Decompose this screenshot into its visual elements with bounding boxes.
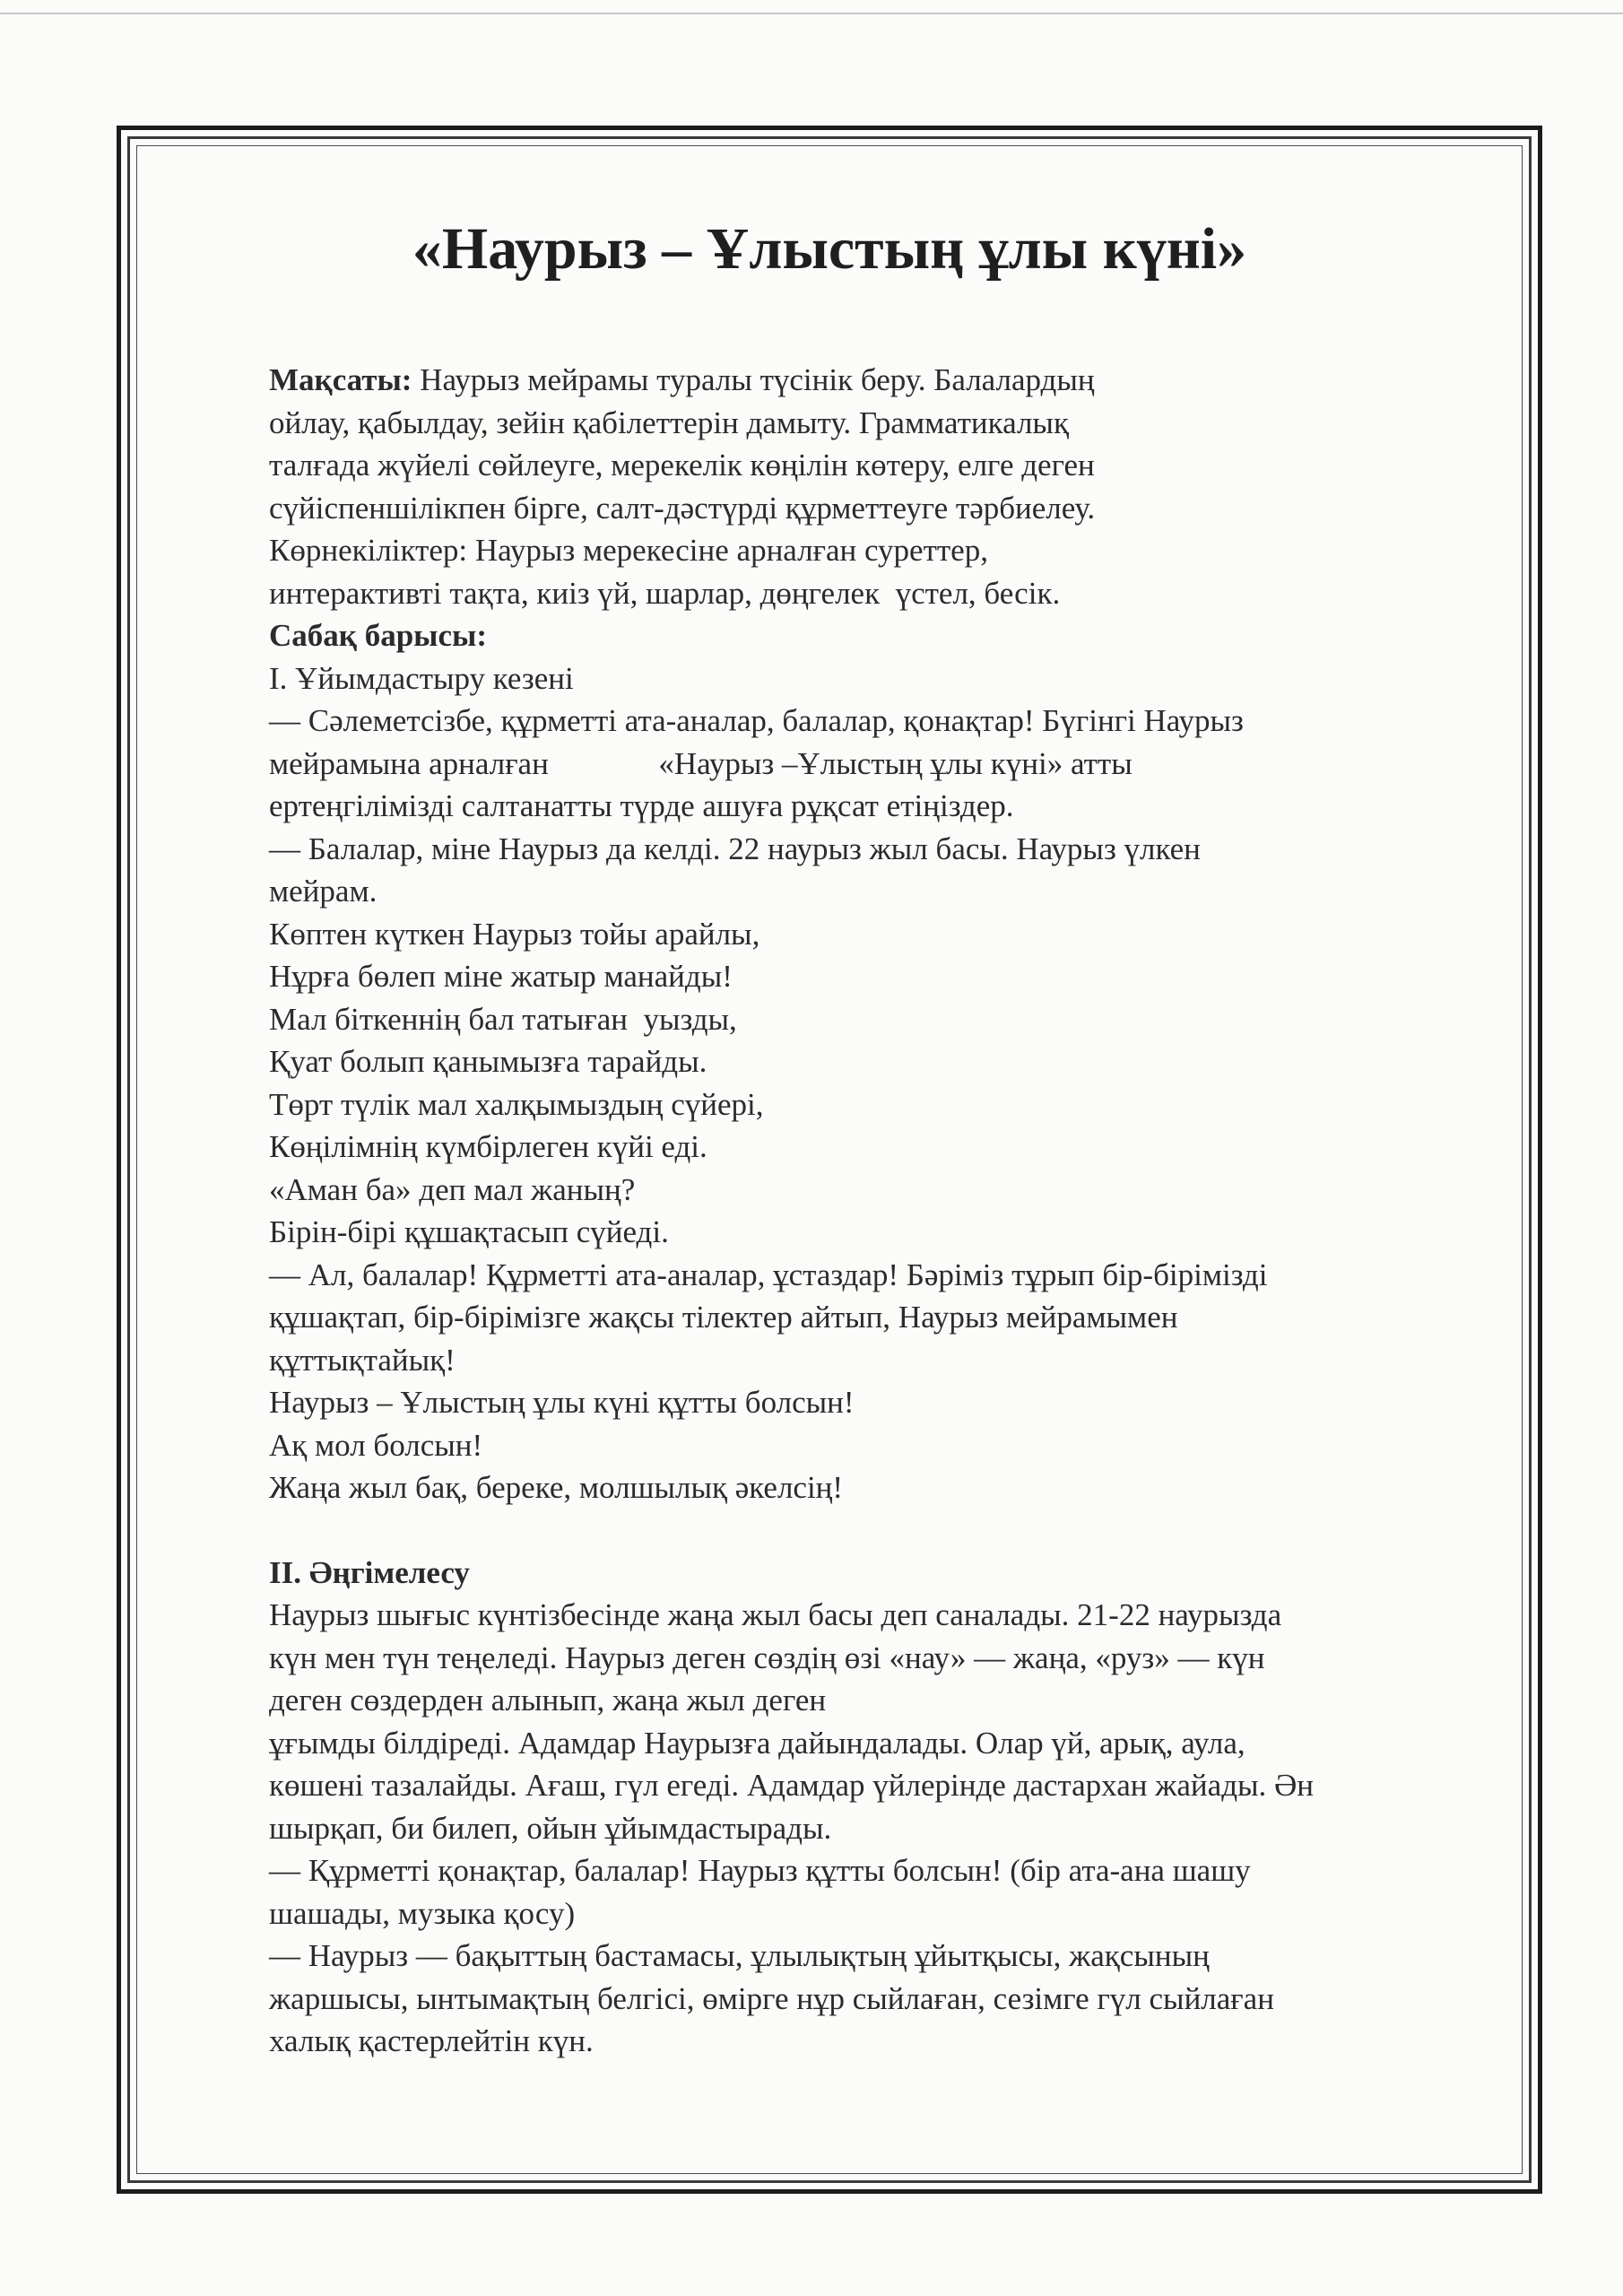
text-line: [269, 870, 1506, 913]
text-run: мейрам.: [269, 874, 378, 909]
text-line: [269, 1637, 1506, 1680]
text-line: [269, 1211, 1506, 1254]
text-line: [269, 1040, 1506, 1083]
text-run: Жаңа жыл бақ, береке, молшылық әкелсің!: [269, 1470, 844, 1505]
text-line: [269, 487, 1506, 530]
text-run: шырқап, би билеп, ойын ұйымдастырады.: [269, 1810, 832, 1846]
text-line: [269, 1807, 1506, 1850]
text-line: [269, 913, 1506, 956]
text-run: ойлау, қабылдау, зейін қабілеттерін дамыту. Грамматикалық: [269, 404, 1069, 440]
text-run: Мал біткеннің бал татыған уызды,: [269, 1001, 737, 1037]
text-run: Нұрға бөлеп міне жатыр манайды!: [269, 959, 733, 994]
bold-text-run: ІІ. Әңгімелесу: [269, 1554, 470, 1590]
text-line: [269, 1126, 1506, 1169]
text-line: [269, 743, 1506, 786]
text-line: [269, 1083, 1506, 1126]
text-run: — Наурыз — бақыттың бастамасы, ұлылықтың ұйытқысы, жақсының: [269, 1938, 1210, 1973]
text-line: [269, 828, 1506, 871]
text-line: [269, 572, 1506, 615]
text-line: [269, 1424, 1506, 1467]
text-line: [269, 1764, 1506, 1807]
text-run: Наурыз – Ұлыстың ұлы күні құтты болсын!: [269, 1385, 855, 1420]
text-line: [269, 402, 1506, 445]
text-run: — Құрметті қонақтар, балалар! Наурыз құтты болсын! (бір ата-ана шашу: [269, 1853, 1251, 1888]
text-run: Ақ мол болсын!: [269, 1427, 483, 1463]
text-line: [269, 657, 1506, 700]
text-line: [269, 1254, 1506, 1297]
text-line: [269, 1339, 1506, 1382]
text-line: [269, 785, 1506, 828]
text-line: [269, 614, 1506, 657]
text-run: мейрамына арналған «Наурыз –Ұлыстың ұлы күні» атты: [269, 745, 1133, 781]
text-line: [269, 998, 1506, 1041]
text-line: [269, 1978, 1506, 2021]
text-run: Наурыз мейрамы туралы түсінік беру. Балалардың: [412, 362, 1095, 397]
text-line: [269, 1169, 1506, 1212]
text-run: Төрт түлік мал халқымыздың сүйері,: [269, 1086, 764, 1122]
text-run: деген сөздерден алынып, жаңа жыл деген: [269, 1683, 827, 1718]
text-line: [269, 1466, 1506, 1509]
paragraph-gap: [269, 1509, 1506, 1552]
text-run: жаршысы, ынтымақтың белгісі, өмірге нұр сыйлаған, сезімге гүл сыйлаған: [269, 1980, 1274, 2016]
text-run: І. Ұйымдастыру кезені: [269, 660, 574, 696]
text-line: [269, 1296, 1506, 1339]
text-run: Қуат болып қанымызға тарайды.: [269, 1044, 707, 1079]
scan-top-edge-line: [0, 13, 1623, 14]
text-line: [269, 1552, 1506, 1595]
text-run: «Аман ба» деп мал жаның?: [269, 1171, 636, 1207]
text-run: Бірін-бірі құшақтасып сүйеді.: [269, 1214, 669, 1249]
text-run: Көптен күткен Наурыз тойы арайлы,: [269, 916, 760, 952]
text-line: [269, 1722, 1506, 1765]
text-line: [269, 1849, 1506, 1892]
text-run: халық қастерлейтін күн.: [269, 2023, 594, 2058]
text-run: ертеңгілімізді салтанатты түрде ашуға рұқсат етіңіздер.: [269, 788, 1014, 823]
text-line: [269, 1935, 1506, 1978]
text-line: [269, 1594, 1506, 1637]
text-run: құттықтайық!: [269, 1342, 456, 1378]
text-line: [269, 955, 1506, 998]
text-run: ұғымды білдіреді. Адамдар Наурызға дайындалады. Олар үй, арық, аула,: [269, 1725, 1245, 1761]
text-line: [269, 1892, 1506, 1935]
text-line: [269, 444, 1506, 487]
text-run: құшақтап, бір-бірімізге жақсы тілектер айтып, Наурыз мейрамымен: [269, 1300, 1178, 1335]
text-run: талғада жүйелі сөйлеуге, мерекелік көңілін көтеру, елге деген: [269, 448, 1095, 483]
text-run: күн мен түн теңеледі. Наурыз деген сөздің өзі «нау» — жаңа, «руз» — күн: [269, 1639, 1265, 1675]
text-run: — Балалар, міне Наурыз да келді. 22 наурыз жыл басы. Наурыз үлкен: [269, 831, 1201, 866]
text-run: Көңілімнің күмбірлеген күйі еді.: [269, 1129, 707, 1164]
text-run: — Сәлеметсізбе, құрметті ата-аналар, балалар, қонақтар! Бүгінгі Наурыз: [269, 703, 1244, 738]
text-run: шашады, музыка қосу): [269, 1895, 576, 1931]
document-body: [269, 359, 1506, 2063]
text-line: [269, 529, 1506, 572]
text-line: [269, 2020, 1506, 2063]
text-run: сүйіспеншілікпен бірге, салт-дәстүрді құрметтеуге тәрбиелеу.: [269, 490, 1096, 526]
text-line: [269, 700, 1506, 743]
text-run: Наурыз шығыс күнтізбесінде жаңа жыл басы деп саналады. 21-22 наурызда: [269, 1597, 1282, 1632]
text-line: [269, 1381, 1506, 1424]
bold-text-run: Сабақ барысы:: [269, 618, 488, 653]
text-run: — Ал, балалар! Құрметті ата-аналар, ұстаздар! Бәріміз тұрып бір-бірімізді: [269, 1257, 1268, 1292]
text-run: интерактивті тақта, киіз үй, шарлар, дөңгелек үстел, бесік.: [269, 575, 1061, 611]
text-line: [269, 1679, 1506, 1722]
document-title: «Наурыз – Ұлыстың ұлы күні»: [412, 216, 1247, 282]
text-run: көшені тазалайды. Ағаш, гүл егеді. Адамдар үйлерінде дастархан жайады. Ән: [269, 1768, 1315, 1803]
text-line: [269, 359, 1506, 402]
text-run: Көрнекіліктер: Наурыз мерекесіне арналған суреттер,: [269, 533, 988, 568]
bold-text-run: Мақсаты:: [269, 362, 412, 397]
